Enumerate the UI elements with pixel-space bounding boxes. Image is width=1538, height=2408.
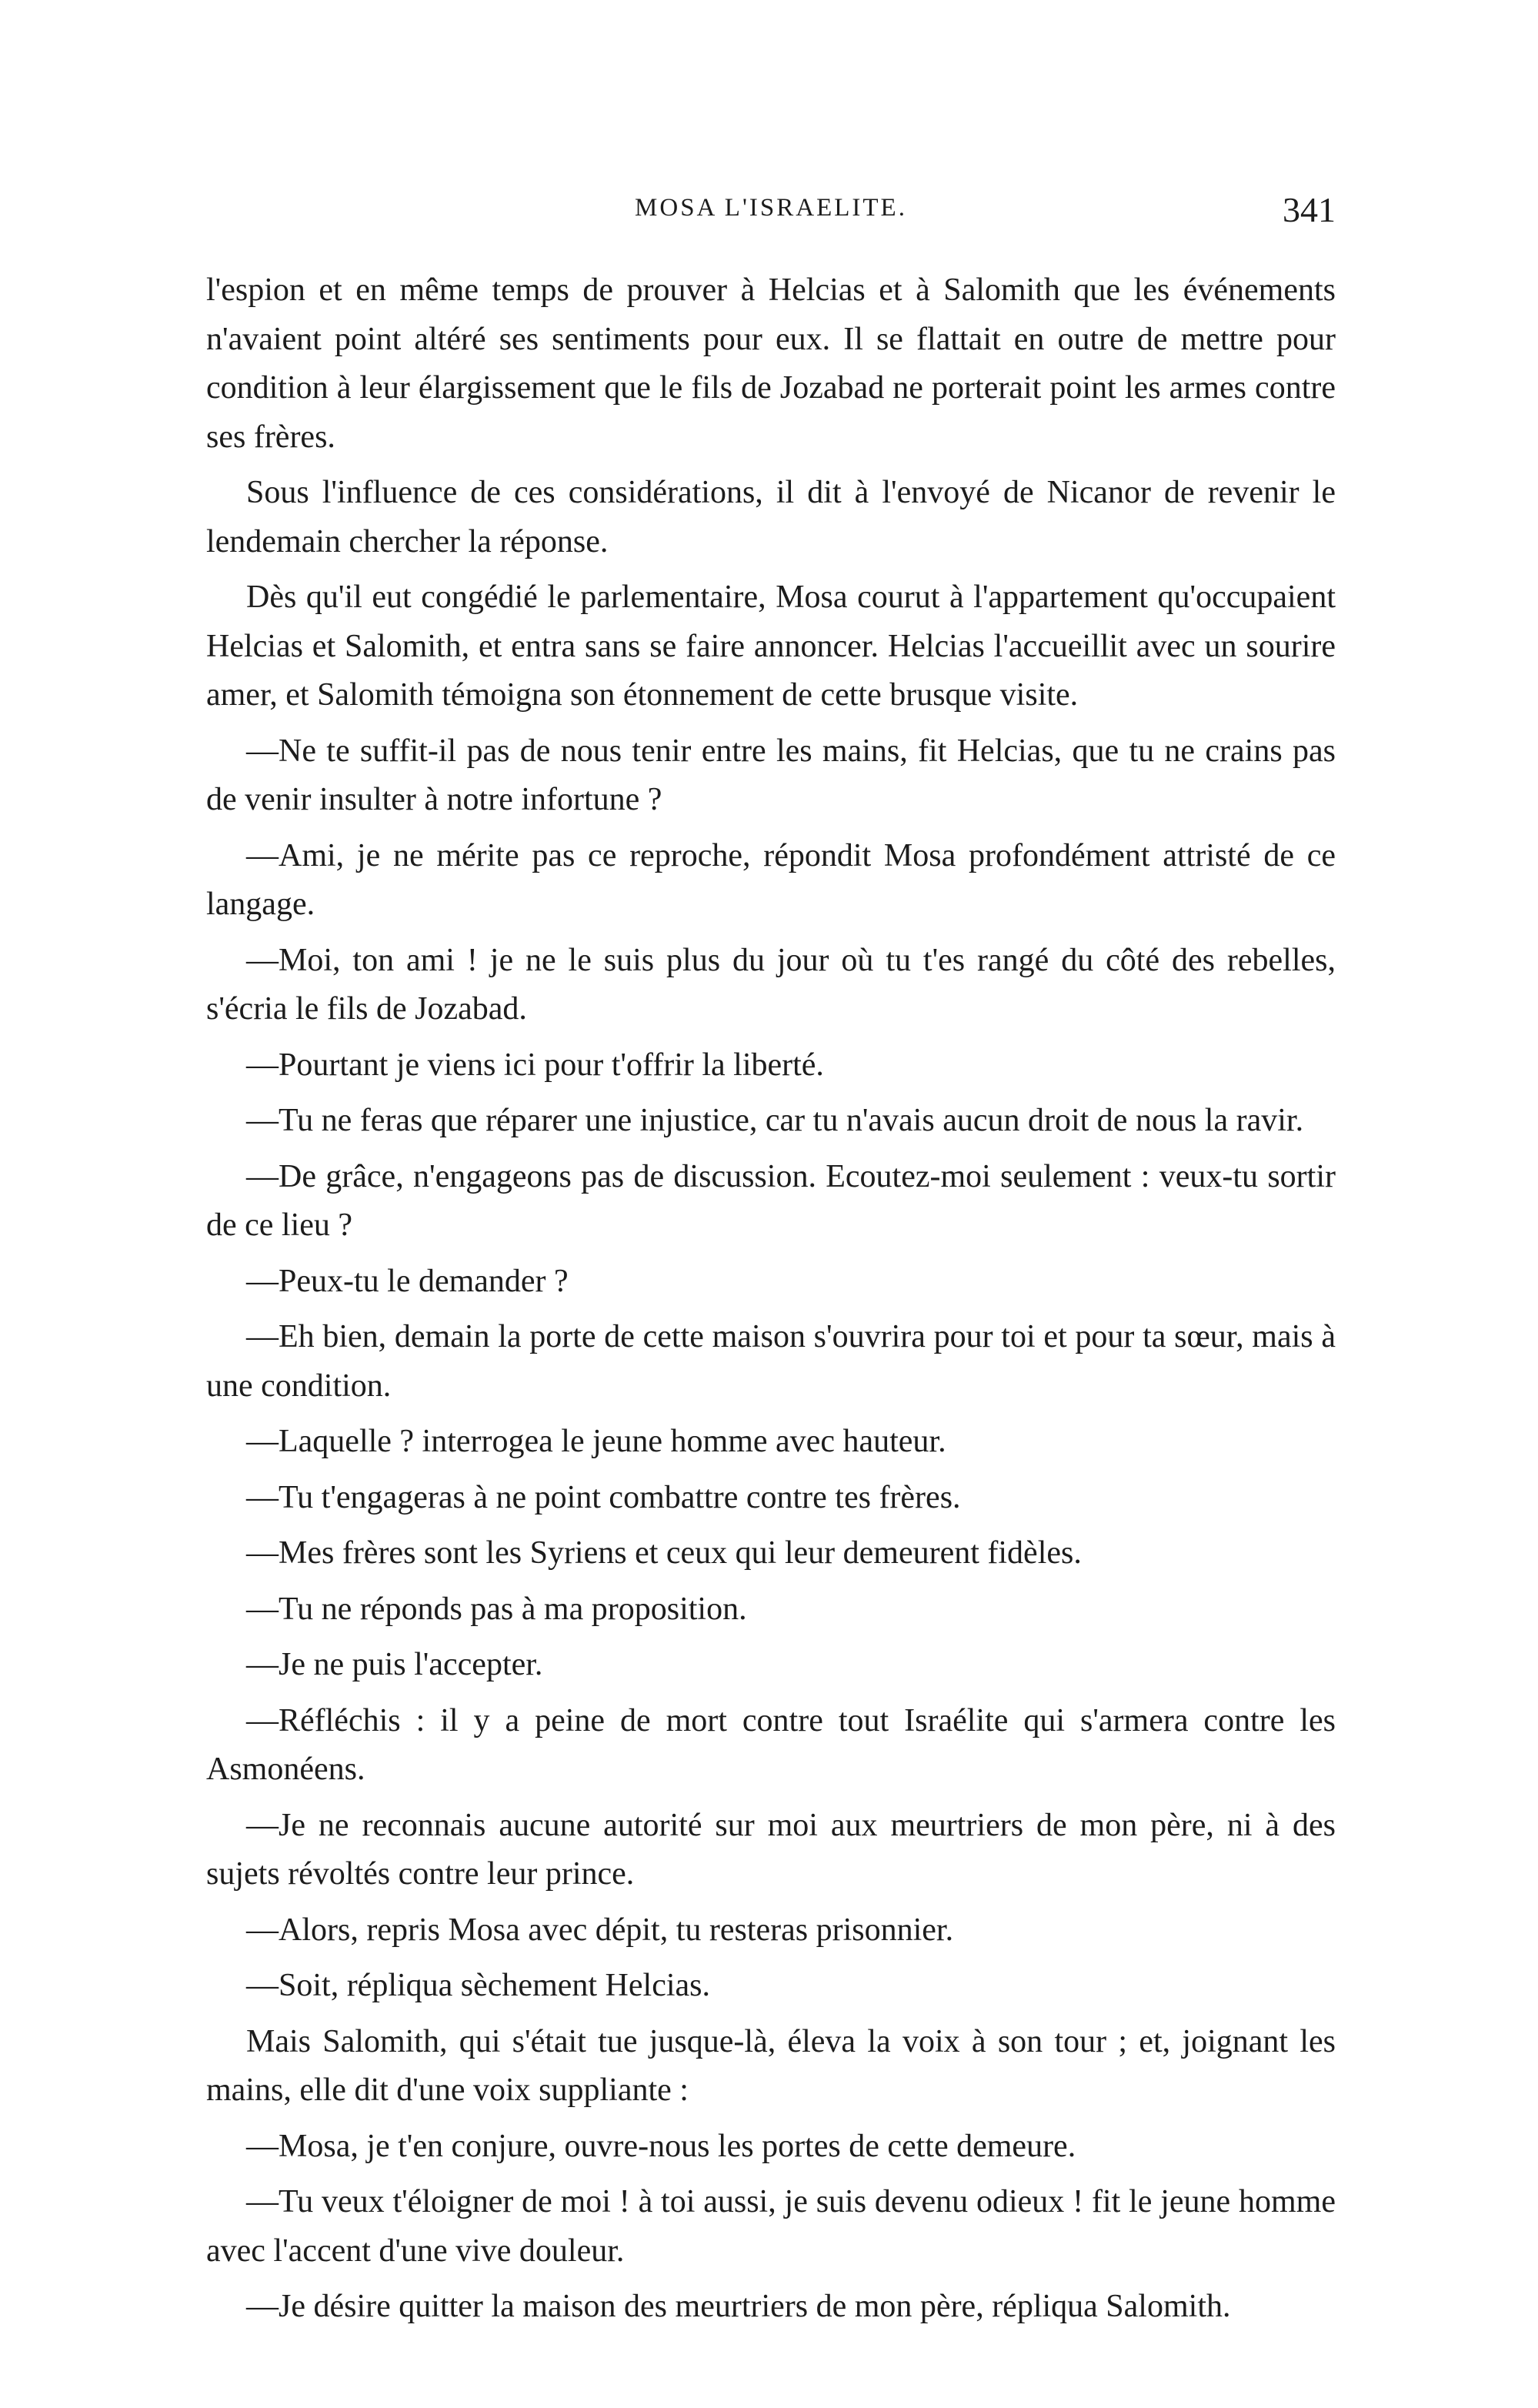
- dialogue-line: —Pourtant je viens ici pour t'offrir la liberté.: [246, 1047, 824, 1083]
- dialogue-line: —Ne te suffit-il pas de nous tenir entre les mains, fit Helcias, que tu ne crains pas de venir insulter à notre infortune ?: [206, 733, 1336, 817]
- dialogue-line: —Je ne puis l'accepter.: [246, 1647, 543, 1682]
- dialogue-line: —Moi, ton ami ! je ne le suis plus du jour où tu t'es rangé du côté des rebelles, s'écria le fils de Jozabad.: [206, 942, 1336, 1027]
- page-number: 341: [1283, 190, 1336, 229]
- dialogue-line: —De grâce, n'engageons pas de discussion. Ecoutez-moi seulement : veux-tu sortir de ce lieu ?: [206, 1158, 1336, 1243]
- dialogue-line: —Soit, répliqua sèchement Helcias.: [246, 1968, 710, 2003]
- dialogue-line: —Réfléchis : il y a peine de mort contre tout Israélite qui s'armera contre les Asmonéens.: [206, 1702, 1336, 1787]
- page-header: [206, 190, 1336, 243]
- dialogue-line: —Tu veux t'éloigner de moi ! à toi aussi, je suis devenu odieux ! fit le jeune homme avec l'accent d'une vive douleur.: [206, 2184, 1336, 2269]
- paragraph: Dès qu'il eut congédié le parlementaire, Mosa courut à l'appartement qu'occupaient Helcias et Salomith, et entra sans se faire annoncer. Helcias l'accueillit avec un sourire amer, et Salomith témoigna son étonnement de cette brusque visite.: [206, 579, 1336, 713]
- dialogue-line: —Je désire quitter la maison des meurtriers de mon père, répliqua Salomith.: [246, 2289, 1231, 2324]
- dialogue-line: —Tu ne réponds pas à ma proposition.: [246, 1591, 747, 1627]
- dialogue-line: —Alors, repris Mosa avec dépit, tu resteras prisonnier.: [246, 1912, 954, 1948]
- dialogue-line: —Tu t'engageras à ne point combattre contre tes frères.: [246, 1479, 961, 1515]
- running-title: MOSA L'ISRAELITE.: [635, 194, 907, 222]
- dialogue-line: —Mes frères sont les Syriens et ceux qui leur demeurent fidèles.: [246, 1535, 1082, 1571]
- dialogue-line: —Peux-tu le demander ?: [246, 1263, 569, 1299]
- dialogue-line: —Laquelle ? interrogea le jeune homme avec hauteur.: [246, 1424, 946, 1459]
- dialogue-line: —Mosa, je t'en conjure, ouvre-nous les portes de cette demeure.: [246, 2128, 1076, 2164]
- paragraph-continued: l'espion et en même temps de prouver à Helcias et à Salomith que les événements n'avaient point altéré ses sentiments pour eux. Il se flattait en outre de mettre pour condition à leur élargissement que le fils de Jozabad ne porterait point les armes contre ses frères.: [206, 272, 1336, 455]
- dialogue-line: —Tu ne feras que réparer une injustice, car tu n'avais aucun droit de nous la ravir.: [246, 1103, 1304, 1138]
- paragraph: Sous l'influence de ces considérations, il dit à l'envoyé de Nicanor de revenir le lendemain chercher la réponse.: [206, 475, 1336, 559]
- dialogue-line: —Je ne reconnais aucune autorité sur moi aux meurtriers de mon père, ni à des sujets révoltés contre leur prince.: [206, 1807, 1336, 1892]
- paragraph: Mais Salomith, qui s'était tue jusque-là, éleva la voix à son tour ; et, joignant les mains, elle dit d'une voix suppliante :: [206, 2023, 1336, 2108]
- body-text: [206, 266, 1336, 2339]
- dialogue-line: —Eh bien, demain la porte de cette maison s'ouvrira pour toi et pour ta sœur, mais à une condition.: [206, 1319, 1336, 1404]
- dialogue-line: —Ami, je ne mérite pas ce reproche, répondit Mosa profondément attristé de ce langage.: [206, 837, 1336, 922]
